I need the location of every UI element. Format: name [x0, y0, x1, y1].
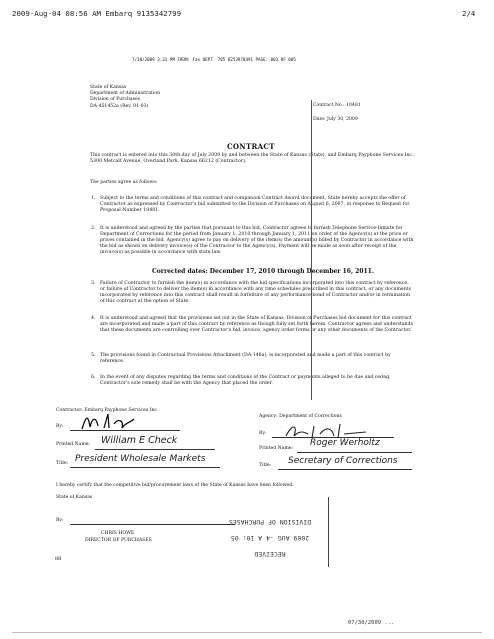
agency-line: State of Kansas: [90, 85, 127, 90]
agency-line: DA-451452a (Rev. 01-03): [90, 103, 149, 109]
agency-by-label: By:: [259, 431, 267, 436]
clause-text: It is understood and agreed by the parties that pursuant to this bid, Contractor agrees to furnish Telephone Service-Inmate for Department of Corrections for the period from January 1, 2010 through January 1, 2011 on order of the Agency(s) at the price or prices contained in the bid. Agency(s) agree to pay on delivery of the item(s) the amount(s) billed by Contractor in accordance with the bid as shown on delivery invoice(s) of the Contractor to the Agency(s). Payment will be made as soon after receipt of the invoice(s) as possible in accordance with state law.: [100, 226, 414, 256]
contractor-label: Contractor: Embarq Payphone Services Inc.: [56, 408, 159, 413]
director-name: CHRIS HOWE: [101, 531, 135, 536]
fax-header-left: 2009-Aug-04 08:56 AM Embarq 9135342799: [12, 9, 182, 18]
received-stamp: [210, 500, 330, 560]
agency-line: Division of Purchases: [90, 97, 141, 103]
clause-text: Subject to the terms and conditions of this contract and companion Contract Award document, State hereby accepts the offer of Contractor as expressed by Contractor's bid submitted to the Division of Purchases on August 6, 2007, in response to Request for Proposal Number 10481.: [100, 196, 410, 214]
state-label: State of Kansas: [56, 495, 93, 500]
fax-scan-seam: [311, 100, 312, 400]
clause-number: 2.: [91, 226, 96, 231]
contractor-by-label: By:: [56, 424, 64, 429]
fax-page-count: 2/4: [462, 9, 476, 18]
footer-fax-line: 07/30/2009 ...: [348, 620, 395, 626]
clause-number: 1.: [91, 196, 96, 201]
clause-number: 4.: [91, 316, 96, 321]
clause-number: 6.: [91, 375, 96, 380]
agency-label: Agency: Department of Corrections: [259, 414, 342, 419]
agency-title: Secretary of Corrections: [288, 456, 398, 466]
clause-text: The provisions found in Contractual Provisions Attachment (DA-146a), is incorporated and made a part of this contract by reference.: [100, 353, 391, 365]
bottom-rule: [12, 632, 482, 633]
contractor-title-label: Title:: [56, 461, 69, 466]
agency-printed-name: Roger Werholtz: [310, 438, 380, 448]
contractor-printed-name: William E Check: [101, 435, 178, 446]
agency-printed-name-line: [297, 452, 412, 453]
agency-printed-name-label: Printed Name:: [259, 446, 294, 451]
agency-title-line: [278, 469, 412, 470]
director-title: DIRECTOR OF PURCHASES: [85, 538, 152, 543]
agency-block: [90, 85, 160, 110]
stamp-division: DIVISION OF PURCHASES: [228, 518, 312, 526]
intro-paragraph: This contract is entered into this 30th day of July 2009 by and between the State of Kansas (State), and Embarq Payphone Services Inc., 5300 Metcalf Avenue, Overland Park, Kansas 66212 (Contractor).: [90, 153, 415, 165]
clause-number: 3.: [91, 281, 96, 286]
clause-text: Failure of Contractor to furnish the item(s) in accordance with the bid specifications incorporated into this contract by reference, or failure of Contractor to deliver the item(s) in accordance with any time schedules prescribed in this contract, or any documents incorporated by reference into this contract shall result in forfeiture of any performance bond of Contractor and/or in termination of this contract at the option of State.: [100, 281, 412, 305]
contractor-title-line: [70, 467, 220, 468]
clause-text: In the event of any disputes regarding the terms and conditions of the Contract or payments alleged to be due and owing, Contractor's sole remedy shall be with the Agency that placed the order.: [100, 375, 391, 387]
certification-text: I hereby certify that the competitive bid/procurement laws of the State of Kansas have been followed.: [56, 483, 294, 488]
document-title: CONTRACT: [227, 142, 275, 151]
contractor-printed-name-line: [95, 449, 215, 450]
corrected-dates-note: Corrected dates: December 17, 2010 through December 16, 2011.: [152, 268, 374, 275]
agency-title-label: Title:: [259, 463, 272, 468]
state-by-label: By:: [56, 518, 64, 523]
stamp-date: 2009 AUG -4 A 10: 05: [230, 534, 310, 542]
page-initials: 88: [55, 556, 62, 562]
stamp-received: RECEIVED: [254, 550, 286, 558]
clause-text: It is understood and agreed that the provisions set out in the State of Kansas, Division of Purchases bid document for this contract are incorporated and made a part of this contract by reference as though fully set forth herein. Contractor agrees and understands that these documents are controlling over Contractor's bid, invoice, agency order forms or any other documents of the Contractor.: [100, 316, 413, 334]
contractor-printed-name-label: Printed Name:: [56, 442, 91, 447]
agency-line: Department of Administration: [90, 91, 161, 97]
contract-date: Date: July 30, 2009: [313, 117, 358, 122]
clause-number: 5.: [91, 353, 96, 358]
stamp-edge: [328, 497, 329, 567]
fax-subheader: 7/30/2009 3:31 PM FROM: Fax DEPT. 785 8253970491 PAGE: 003 OF 005: [132, 57, 296, 62]
contract-number: Contract No.: 10481: [313, 103, 361, 108]
parties-agree: The parties agree as follows:: [90, 180, 158, 185]
contractor-title: President Wholesale Markets: [75, 454, 206, 464]
contractor-signature: [78, 410, 138, 434]
